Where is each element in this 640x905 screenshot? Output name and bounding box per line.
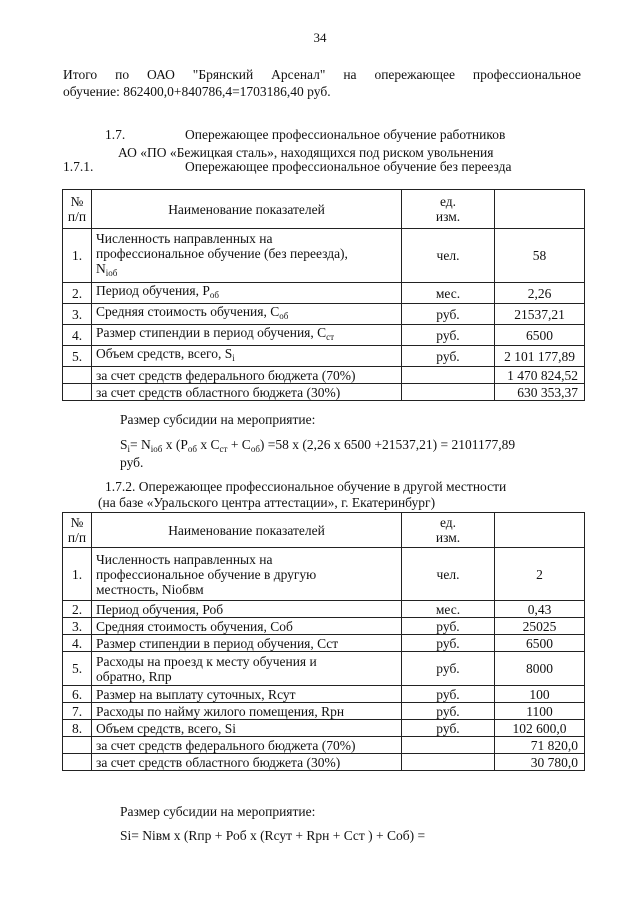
cell-name: за счет средств областного бюджета (30%) xyxy=(92,754,402,771)
cell-value: 6500 xyxy=(495,325,585,346)
header-cell-unit: ед. изм. xyxy=(402,513,495,548)
cell-no: 6. xyxy=(63,686,92,703)
table-row xyxy=(63,618,585,635)
cell-no xyxy=(63,737,92,754)
table-header-row xyxy=(63,513,585,548)
table-row xyxy=(63,384,585,401)
table-row xyxy=(63,346,585,367)
table-row xyxy=(63,367,585,384)
cell-name: Средняя стоимость обучения, $С_{об}$ xyxy=(92,304,402,325)
cell-value: 6500 xyxy=(495,635,585,652)
subsection-subtitle: (на базе «Уральского центра аттестации», г. Екатеринбург) xyxy=(98,495,436,510)
cell-name: за счет средств федерального бюджета (70%) xyxy=(92,367,402,384)
cell-value: 0,43 xyxy=(495,601,585,618)
table-header-row xyxy=(63,190,585,229)
cell-value: 30 780,0 xyxy=(495,754,585,771)
cell-no: 8. xyxy=(63,720,92,737)
cell-name: за счет средств федерального бюджета (70%) xyxy=(92,737,402,754)
cell-value: 2 xyxy=(495,548,585,601)
cell-unit xyxy=(402,754,495,771)
cell-value: 100 xyxy=(495,686,585,703)
table-row xyxy=(63,635,585,652)
cell-value: 21537,21 xyxy=(495,304,585,325)
cell-unit: руб. xyxy=(402,325,495,346)
header-cell-name: Наименование показателей xyxy=(92,190,402,229)
cell-no: 2. xyxy=(63,601,92,618)
cell-unit: руб. xyxy=(402,346,495,367)
cell-no: 7. xyxy=(63,703,92,720)
cell-unit xyxy=(402,367,495,384)
cell-value: 2,26 xyxy=(495,283,585,304)
section-title: Опережающее профессиональное обучение работников xyxy=(185,127,506,142)
indicators-table-2 xyxy=(62,512,585,771)
cell-value: 25025 xyxy=(495,618,585,635)
subsection-title: Опережающее профессиональное обучение без переезда xyxy=(185,159,512,174)
table-row xyxy=(63,229,585,283)
table-row xyxy=(63,754,585,771)
subsidy-label: Размер субсидии на мероприятие: xyxy=(120,412,316,427)
cell-no xyxy=(63,367,92,384)
cell-unit: руб. xyxy=(402,304,495,325)
subsidy-unit: руб. xyxy=(120,455,144,470)
header-cell-no: № п/п xyxy=(63,513,92,548)
cell-no xyxy=(63,754,92,771)
intro-line: Итого по ОАО "Брянский Арсенал" на опережающее профессиональное xyxy=(63,67,581,82)
cell-name: Размер на выплату суточных, Rсут xyxy=(92,686,402,703)
cell-no: 1. xyxy=(63,229,92,283)
cell-no: 4. xyxy=(63,635,92,652)
subsidy-formula: $S_i= N_{iоб}$ х ($Р_{об}$ х $С_{ст} + С_{об}) =58$ х (2,26 х 6500 +21537,21) = 2101177,89 xyxy=(120,437,516,454)
cell-unit: руб. xyxy=(402,703,495,720)
cell-unit: чел. xyxy=(402,548,495,601)
cell-name: Численность направленных на профессиональное обучение в другую местность, Niобвм xyxy=(92,548,402,601)
header-cell-value xyxy=(495,190,585,229)
cell-no: 1. xyxy=(63,548,92,601)
table-row xyxy=(63,325,585,346)
cell-value: 1 470 824,52 xyxy=(495,367,585,384)
cell-unit: руб. xyxy=(402,686,495,703)
cell-unit: мес. xyxy=(402,601,495,618)
header-cell-value xyxy=(495,513,585,548)
cell-unit xyxy=(402,737,495,754)
cell-no: 3. xyxy=(63,618,92,635)
cell-unit: руб. xyxy=(402,652,495,686)
cell-unit: мес. xyxy=(402,283,495,304)
table-row xyxy=(63,686,585,703)
table-row xyxy=(63,737,585,754)
table-row xyxy=(63,601,585,618)
subsidy-label: Размер субсидии на мероприятие: xyxy=(120,804,316,819)
subsection-number: 1.7.1. xyxy=(63,159,94,174)
cell-name: Расходы на проезд к месту обучения и обратно, Rпр xyxy=(92,652,402,686)
cell-name: Размер стипендии в период обучения, Сст xyxy=(92,635,402,652)
subsection-title: 1.7.2. Опережающее профессиональное обучение в другой местности xyxy=(105,479,507,494)
cell-value: 71 820,0 xyxy=(495,737,585,754)
cell-name: Период обучения, Роб xyxy=(92,601,402,618)
cell-name: Период обучения, $Р_{об}$ xyxy=(92,283,402,304)
intro-line: обучение: 862400,0+840786,4=1703186,40 руб. xyxy=(63,84,331,99)
cell-value: 8000 xyxy=(495,652,585,686)
cell-name: Размер стипендии в период обучения, $С_{ст}$ xyxy=(92,325,402,346)
cell-value: 630 353,37 xyxy=(495,384,585,401)
table-row xyxy=(63,720,585,737)
cell-name: за счет средств областного бюджета (30%) xyxy=(92,384,402,401)
cell-unit xyxy=(402,384,495,401)
cell-unit: руб. xyxy=(402,618,495,635)
cell-no: 5. xyxy=(63,346,92,367)
cell-value: 2 101 177,89 xyxy=(495,346,585,367)
table-row xyxy=(63,283,585,304)
table-row xyxy=(63,703,585,720)
cell-value: 1100 xyxy=(495,703,585,720)
cell-name: Численность направленных на профессиональное обучение (без переезда), $N_{iоб}$ xyxy=(92,229,402,283)
cell-no xyxy=(63,384,92,401)
cell-no: 3. xyxy=(63,304,92,325)
cell-name: Средняя стоимость обучения, Соб xyxy=(92,618,402,635)
section-number: 1.7. xyxy=(105,127,126,142)
page-number: 34 xyxy=(313,30,327,45)
subsidy-formula: Si= Niвм х (Rпр + Роб х (Rсут + Rрн + Сст ) + Соб) = xyxy=(120,828,426,843)
section-title: АО «ПО «Бежицкая сталь», находящихся под риском увольнения xyxy=(118,145,494,160)
cell-name: Расходы по найму жилого помещения, Rрн xyxy=(92,703,402,720)
table-row xyxy=(63,304,585,325)
header-cell-no: № п/п xyxy=(63,190,92,229)
cell-name: Объем средств, всего, Si xyxy=(92,720,402,737)
cell-no: 5. xyxy=(63,652,92,686)
table-row xyxy=(63,652,585,686)
cell-unit: чел. xyxy=(402,229,495,283)
header-cell-unit: ед. изм. xyxy=(402,190,495,229)
cell-name: Объем средств, всего, $S_i$ xyxy=(92,346,402,367)
cell-unit: руб. xyxy=(402,720,495,737)
cell-value: 102 600,0 xyxy=(495,720,585,737)
cell-unit: руб. xyxy=(402,635,495,652)
cell-no: 2. xyxy=(63,283,92,304)
cell-no: 4. xyxy=(63,325,92,346)
header-cell-name: Наименование показателей xyxy=(92,513,402,548)
table-row xyxy=(63,548,585,601)
intro-paragraph xyxy=(63,66,581,100)
indicators-table-1 xyxy=(62,189,585,401)
cell-value: 58 xyxy=(495,229,585,283)
